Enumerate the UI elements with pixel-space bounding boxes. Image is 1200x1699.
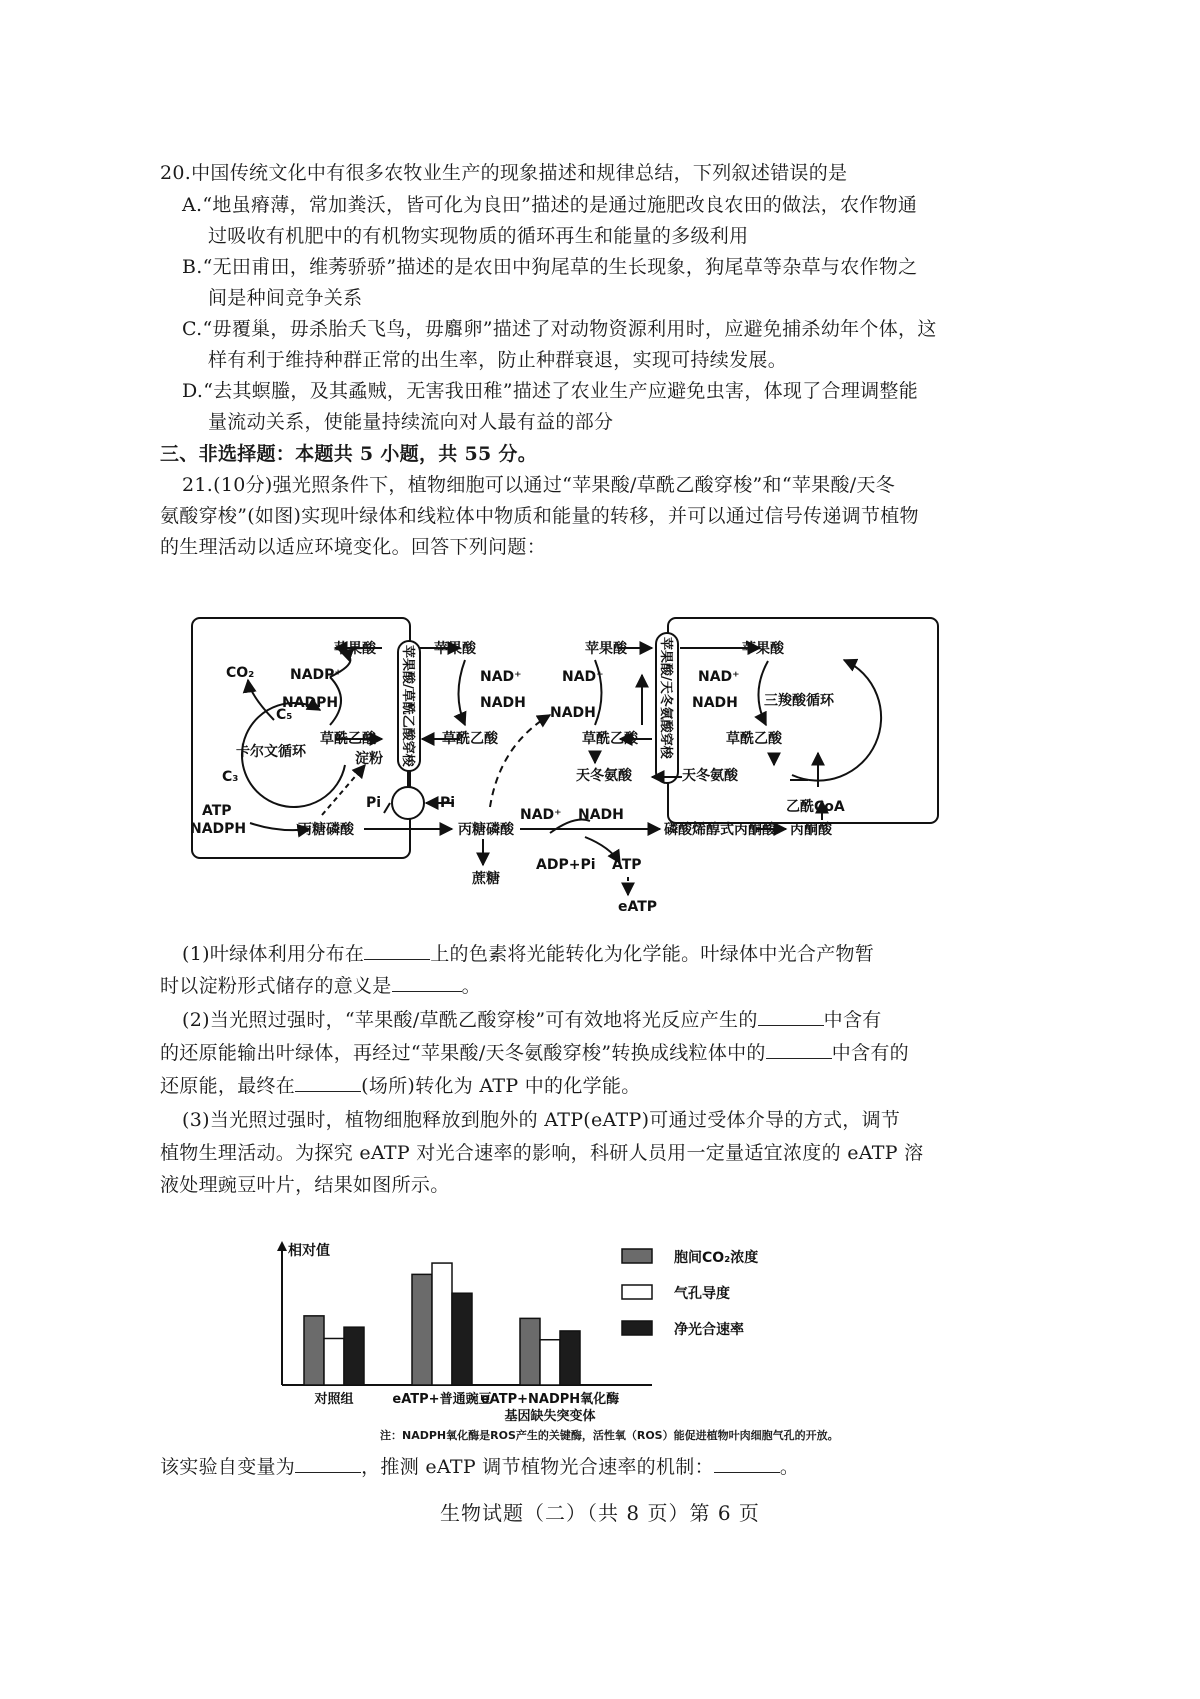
page-footer: 生物试题（二）（共 8 页）第 6 页 [440,1501,760,1525]
q21-part3-line2: 植物生理活动。为探究 eATP 对光合速率的影响，科研人员用一定量适宜浓度的 eATP 溶 [160,1142,924,1164]
shuttle-diagram [190,615,950,935]
tp-cyt: 丙糖磷酸 [458,822,514,838]
bar-0-2 [344,1327,364,1385]
q21-p1-text-b: 上的色素将光能转化为化学能。叶绿体中光合产物暂 [430,943,875,965]
adp-pi: ADP+Pi [536,857,596,873]
final-text-b: ，推测 eATP 调节植物光合速率的机制： [361,1456,714,1478]
c5-label: C₅ [276,707,293,723]
nad-plus2: NAD⁺ [520,807,562,823]
q21-p1-text-a: (1)叶绿体利用分布在 [182,943,365,965]
nadp-plus: NADP⁺ [290,667,342,683]
starch-label: 淀粉 [355,751,383,767]
malate-mit: 苹果酸 [742,641,784,657]
x-tick-label-2-1: 基因缺失突变体 [504,1409,596,1424]
q21-part1-line2 [160,971,481,1001]
bar-1-0 [412,1274,432,1385]
bar-1-2 [452,1293,472,1385]
q20-option-d-line1: D.“去其螟螣，及其蟊贼，无害我田稚”描述了农业生产应避免虫害，体现了合理调整能 [182,380,919,402]
x-tick-label-0-0: 对照组 [314,1392,354,1407]
final-text-c: 。 [779,1456,800,1478]
nadh4: NADH [692,695,738,711]
q21-p2-text-c: 的还原能输出叶绿体，再经过“苹果酸/天冬氨酸穿梭”转换成线粒体中的 [160,1042,766,1064]
malate-chl: 苹果酸 [334,641,376,657]
answer-blank-5[interactable] [295,1071,361,1092]
oaa-mit: 草酰乙酸 [726,731,782,747]
q21-p2-text-b: 中含有 [823,1009,882,1031]
pep-label1: 磷酸烯醇式丙酮酸 [664,822,776,838]
q21-intro-line2: 氨酸穿梭”(如图)实现叶绿体和线粒体中物质和能量的转移，并可以通过信号传递调节植物 [160,505,919,527]
oaa-cyt1: 草酰乙酸 [442,731,498,747]
q20-stem: 20.中国传统文化中有很多农牧业生产的现象描述和规律总结，下列叙述错误的是 [160,162,848,184]
acetylcoa-label: 乙酰CoA [786,799,845,815]
q21-part3-line3: 液处理豌豆叶片，结果如图所示。 [160,1174,450,1196]
q21-p1-text-c: 时以淀粉形式储存的意义是 [160,975,392,997]
calvin-label: 卡尔文循环 [236,744,306,760]
q20-option-a-line1: A.“地虽瘠薄，常加粪沃，皆可化为良田”描述的是通过施肥改良农田的做法，农作物通 [182,194,918,216]
asp-cyt: 天冬氨酸 [576,768,632,784]
atp-cyt: ATP [612,857,642,873]
legend-swatch-2 [622,1321,652,1335]
bar-chart [270,1235,910,1425]
q21-p1-text-d: 。 [461,975,481,997]
legend-swatch-1 [622,1285,652,1299]
atp-left: ATP [202,803,232,819]
bar-0-1 [324,1338,344,1385]
q21-intro-line3: 的生理活动以适应环境变化。回答下列问题： [160,536,547,558]
nadh1: NADH [480,695,526,711]
legend-swatch-0 [622,1249,652,1263]
q20-option-b-line2: 间是种间竞争关系 [208,287,363,309]
q21-p2-text-d: 中含有的 [831,1042,909,1064]
q21-part2-line3 [160,1071,641,1101]
q20-option-d-line2: 量流动关系，使能量持续流向对人最有益的部分 [208,411,614,433]
malate-cyt2: 苹果酸 [585,641,627,657]
q21-part3-line1: (3)当光照过强时，植物细胞释放到胞外的 ATP(eATP)可通过受体介导的方式，调节 [182,1109,901,1131]
nadh2: NADH [578,807,624,823]
q21-p2-text-e: 还原能，最终在 [160,1075,296,1097]
q21-part1-line1 [182,939,874,969]
legend-label-2: 净光合速率 [674,1322,744,1338]
q21-intro-line1: 21.(10分)强光照条件下，植物细胞可以通过“苹果酸/草酰乙酸穿梭”和“苹果酸/天冬 [182,474,896,496]
nad-plus3: NAD⁺ [562,669,604,685]
q21-p2-text-f: (场所)转化为 ATP 中的化学能。 [361,1075,641,1097]
pi-in: Pi [366,795,382,811]
q21-final-line [160,1452,799,1482]
chart-note: 注：NADPH氧化酶是ROS产生的关键酶，活性氧（ROS）能促进植物叶肉细胞气孔的开放。 [380,1429,839,1442]
nad-plus1: NAD⁺ [480,669,522,685]
legend-label-1: 气孔导度 [674,1286,730,1302]
answer-blank-7[interactable] [714,1452,780,1473]
nadph-top: NADPH [282,695,339,711]
pi-out: Pi [440,795,456,811]
answer-blank-4[interactable] [766,1038,832,1059]
q20-option-c-line2: 样有利于维持种群正常的出生率，防止种群衰退，实现可持续发展。 [208,349,788,371]
nad-plus4: NAD⁺ [698,669,740,685]
shuttle1-label: 苹果酸/草酰乙酸穿梭 [400,645,415,767]
q21-part2-line2 [160,1038,909,1068]
oaa-chl: 草酰乙酸 [320,731,376,747]
answer-blank-2[interactable] [392,971,462,992]
section-heading: 三、非选择题：本题共 5 小题，共 55 分。 [160,443,538,465]
shuttle2-label: 苹果酸/天冬氨酸穿梭 [658,637,673,759]
sucrose-label: 蔗糖 [472,871,500,887]
oaa-cyt2: 草酰乙酸 [582,731,638,747]
bar-2-0 [520,1318,540,1385]
q21-p2-text-a: (2)当光照过强时，“苹果酸/草酰乙酸穿梭”可有效地将光反应产生的 [182,1009,758,1031]
tp-chl: 丙糖磷酸 [298,822,354,838]
bar-2-2 [560,1331,580,1385]
answer-blank-6[interactable] [295,1452,361,1473]
q20-option-b-line1: B.“无田甫田，维莠骄骄”描述的是农田中狗尾草的生长现象，狗尾草等杂草与农作物之 [182,256,918,278]
y-axis-arrow [277,1241,287,1251]
q20-option-c-line1: C.“毋覆巢，毋杀胎夭飞鸟，毋麛卵”描述了对动物资源利用时，应避免捕杀幼年个体，这 [182,318,937,340]
x-tick-label-1-0: eATP+普通豌豆 [392,1392,492,1407]
pi-transporter [392,787,424,819]
c3-label: C₃ [222,769,239,785]
answer-blank-1[interactable] [364,939,430,960]
co2-label: CO₂ [226,665,255,681]
answer-blank-3[interactable] [758,1005,824,1026]
x-tick-label-2-0: eATP+NADPH氧化酶 [480,1392,620,1407]
final-text-a: 该实验自变量为 [160,1456,296,1478]
tca-label: 三羧酸循环 [764,693,834,709]
bar-0-0 [304,1316,324,1385]
legend-label-0: 胞间CO₂浓度 [674,1250,759,1266]
malate-cyt1: 苹果酸 [434,641,476,657]
y-axis-label: 相对值 [288,1243,330,1259]
nadph-left: NADPH [190,821,247,837]
nadh3: NADH [550,705,596,721]
bar-2-1 [540,1340,560,1385]
q21-part2-line1 [182,1005,882,1035]
pyruvate-label: 丙酮酸 [790,822,832,838]
bar-1-1 [432,1263,452,1385]
asp-mit: 天冬氨酸 [682,768,738,784]
q20-option-a-line2: 过吸收有机肥中的有机物实现物质的循环再生和能量的多级利用 [208,225,749,247]
eatp-label: eATP [618,899,658,915]
